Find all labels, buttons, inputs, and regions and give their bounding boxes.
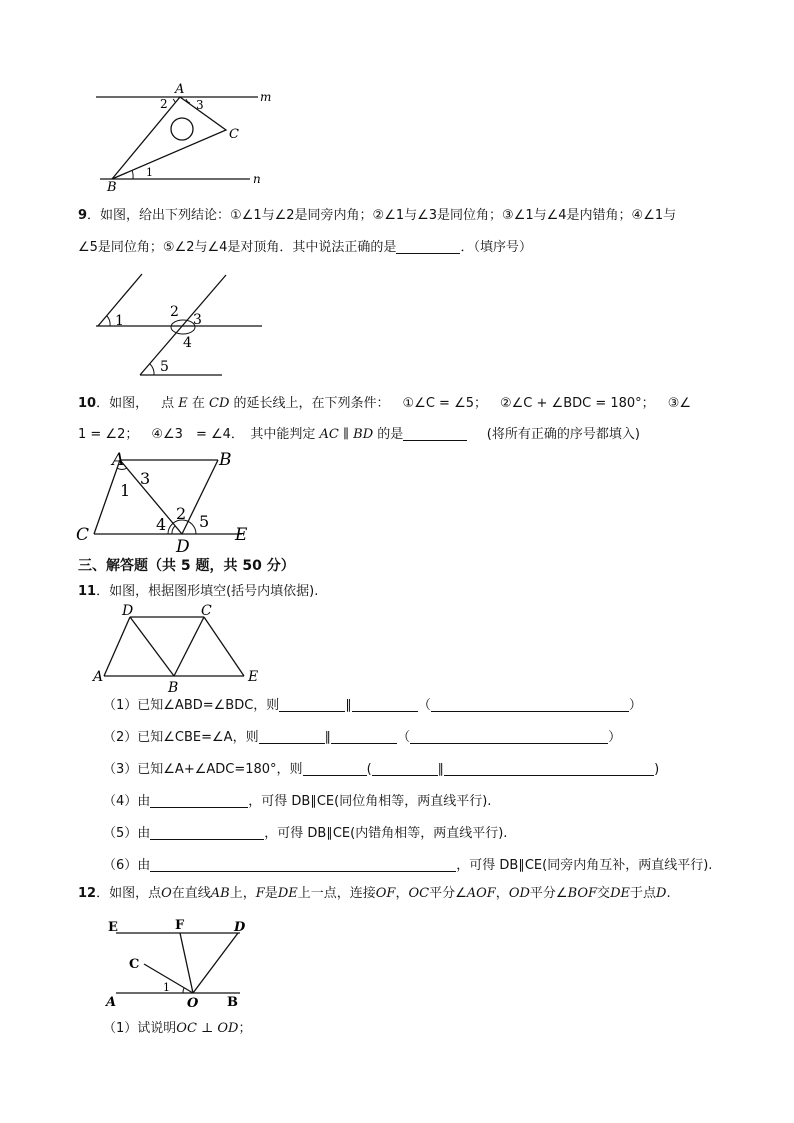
question-11-part-1: （1）已知∠ABD=∠BDC，则 ∥ （ ）	[103, 698, 642, 713]
label-B: B	[227, 995, 238, 1010]
angle-label-2: 2	[176, 504, 187, 523]
label-C: C	[129, 957, 140, 972]
figure-q12	[100, 912, 260, 1012]
label-D: D	[122, 603, 134, 619]
answer-blank-11-1-reason[interactable]	[431, 697, 629, 712]
question-11-part-5: （5）由 ，可得 DB∥CE(内错角相等，两直线平行).	[103, 826, 508, 841]
question-11-part-3: （3）已知∠A+∠ADC=180°，则 ( ∥ )	[103, 762, 660, 777]
label-B: B	[168, 680, 179, 694]
label-E: E	[248, 669, 259, 685]
angle-label-1: 1	[120, 481, 131, 500]
answer-blank-11-5[interactable]	[150, 825, 264, 840]
label-m: m	[260, 90, 272, 104]
figure-q11	[90, 602, 270, 694]
label-B: B	[219, 450, 232, 470]
question-9-line-2: ∠5是同位角；⑤∠2与∠4是对顶角．其中说法正确的是 ．（填序号）	[78, 240, 532, 255]
question-11-stem: 11．如图，根据图形填空(括号内填依据).	[78, 584, 319, 599]
angle-label-2: 2	[160, 97, 168, 111]
section-heading: 三、解答题（共 5 题，共 50 分）	[78, 558, 295, 574]
angle-label-4: 4	[156, 515, 167, 534]
angle-label-3: 3	[140, 469, 151, 488]
answer-blank-11-3a[interactable]	[372, 761, 438, 776]
label-C: C	[229, 127, 239, 142]
angle-label-1: 1	[146, 166, 153, 179]
question-11-part-2: （2）已知∠CBE=∠A，则 ∥ （ ）	[103, 730, 622, 745]
label-E: E	[235, 525, 248, 545]
label-E: E	[108, 920, 118, 935]
label-D: D	[234, 920, 246, 935]
label-F: F	[175, 918, 185, 933]
question-9-line-1: 9．如图，给出下列结论：①∠1与∠2是同旁内角；②∠1与∠3是同位角；③∠1与∠4是内错角；④∠1与	[78, 208, 677, 223]
figure-q9	[90, 272, 270, 380]
question-12-stem: 12．如图，点O在直线AB上，F是DE上一点，连接OF，OC平分∠AOF，OD平分∠BOF交DE于点D.	[78, 886, 671, 901]
answer-blank-q9[interactable]	[396, 239, 460, 254]
label-n: n	[253, 172, 261, 186]
label-C: C	[76, 525, 90, 545]
question-12-part-1: （1）试说明OC ⊥ OD；	[103, 1021, 252, 1036]
question-11-part-6: （6）由 ，可得 DB∥CE(同旁内角互补，两直线平行).	[103, 858, 713, 873]
answer-blank-11-2a[interactable]	[259, 729, 325, 744]
angle-label-5: 5	[160, 359, 169, 375]
answer-blank-11-1b[interactable]	[352, 697, 418, 712]
answer-blank-11-2-reason[interactable]	[410, 729, 608, 744]
angle-label-5: 5	[199, 512, 210, 531]
answer-blank-11-3-reason-a[interactable]	[303, 761, 367, 776]
angle-label-3: 3	[196, 98, 204, 112]
answer-blank-11-6[interactable]	[150, 857, 456, 872]
label-A: A	[93, 669, 104, 685]
label-O: O	[187, 996, 199, 1011]
figure-q8	[90, 82, 280, 196]
label-B: B	[107, 180, 117, 195]
figure-q10	[72, 448, 258, 556]
question-10-line-1: 10．如图， 点 E 在 CD 的延长线上，在下列条件： ①∠C = ∠5； ②∠C + ∠BDC = 180°； ③∠	[78, 396, 691, 411]
answer-blank-11-3b[interactable]	[444, 761, 654, 776]
answer-blank-11-4[interactable]	[150, 793, 248, 808]
question-11-part-4: （4）由 ，可得 DB∥CE(同位角相等，两直线平行).	[103, 794, 492, 809]
label-A: A	[112, 450, 125, 470]
angle-label-1: 1	[115, 313, 124, 329]
label-A: A	[106, 995, 117, 1010]
label-D: D	[176, 537, 190, 556]
label-C: C	[201, 603, 212, 619]
angle-label-1: 1	[163, 981, 170, 994]
answer-blank-11-1a[interactable]	[279, 697, 345, 712]
angle-label-4: 4	[183, 335, 192, 351]
angle-label-2: 2	[170, 304, 179, 320]
answer-blank-11-2b[interactable]	[331, 729, 397, 744]
label-A: A	[175, 82, 185, 97]
answer-blank-q10[interactable]	[403, 426, 467, 441]
question-10-line-2: 1 = ∠2； ④∠3 = ∠4． 其中能判定 AC ∥ BD 的是 (将所有正确的序号都填入)	[78, 427, 640, 442]
angle-label-3: 3	[193, 312, 202, 328]
